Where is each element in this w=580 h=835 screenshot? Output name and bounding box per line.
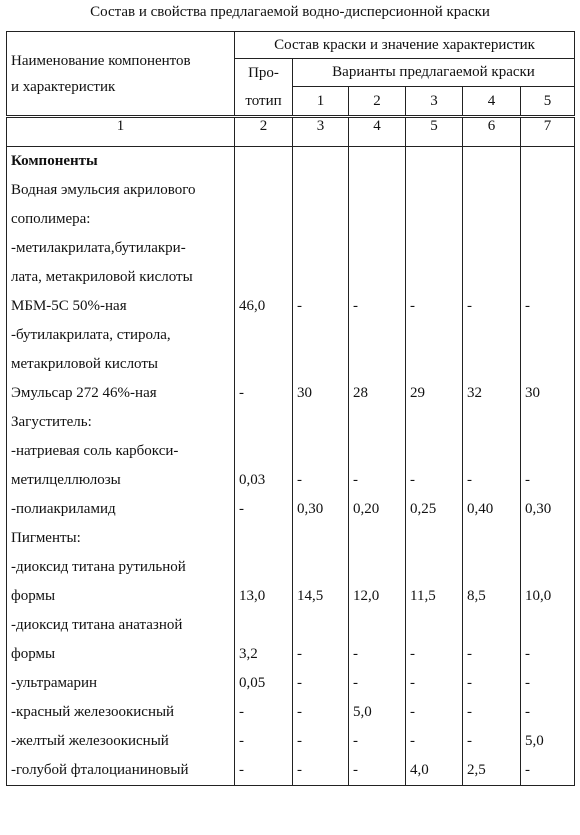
value-cell (463, 147, 521, 177)
value-cell: - (293, 669, 349, 698)
component-name: -красный железоокисный (7, 698, 235, 727)
value-cell (463, 553, 521, 582)
value-cell: 4,0 (406, 756, 463, 786)
value-cell: - (521, 698, 575, 727)
value-cell (463, 321, 521, 350)
value-cell: 0,20 (349, 495, 406, 524)
value-cell (521, 437, 575, 466)
value-cell (349, 176, 406, 205)
value-cell (463, 350, 521, 379)
value-cell: - (521, 669, 575, 698)
value-cell: - (293, 698, 349, 727)
value-cell: - (349, 727, 406, 756)
column-number: 1 (7, 117, 235, 147)
value-cell: - (463, 727, 521, 756)
value-cell (406, 147, 463, 177)
value-cell (349, 408, 406, 437)
component-name: формы (7, 582, 235, 611)
table-row (7, 176, 575, 205)
table-body (7, 147, 575, 786)
value-cell: - (406, 292, 463, 321)
value-cell: 3,2 (235, 640, 293, 669)
value-cell (235, 553, 293, 582)
value-cell (521, 321, 575, 350)
value-cell: 11,5 (406, 582, 463, 611)
column-number: 5 (406, 117, 463, 147)
value-cell (463, 611, 521, 640)
value-cell: - (293, 756, 349, 786)
component-name: метакриловой кислоты (7, 350, 235, 379)
header-variant-number: 1 (293, 87, 349, 117)
table-row (7, 698, 575, 727)
value-cell: - (235, 727, 293, 756)
value-cell (521, 524, 575, 553)
header-name-line1: Наименование компонентов (11, 53, 191, 69)
value-cell: 12,0 (349, 582, 406, 611)
value-cell (406, 205, 463, 234)
value-cell (463, 524, 521, 553)
value-cell (406, 553, 463, 582)
value-cell (521, 553, 575, 582)
value-cell (235, 205, 293, 234)
value-cell: 29 (406, 379, 463, 408)
value-cell (463, 205, 521, 234)
component-name: метилцеллюлозы (7, 466, 235, 495)
table-row (7, 234, 575, 263)
value-cell: - (349, 292, 406, 321)
value-cell (521, 205, 575, 234)
value-cell (349, 234, 406, 263)
value-cell: - (463, 466, 521, 495)
component-name: -голубой фталоцианиновый (7, 756, 235, 786)
value-cell: - (406, 669, 463, 698)
value-cell (235, 437, 293, 466)
value-cell: - (463, 292, 521, 321)
value-cell: 14,5 (293, 582, 349, 611)
value-cell (349, 437, 406, 466)
value-cell: 46,0 (235, 292, 293, 321)
component-name: Эмульсар 272 46%-ная (7, 379, 235, 408)
value-cell: 30 (521, 379, 575, 408)
value-cell (406, 321, 463, 350)
table-row (7, 611, 575, 640)
value-cell: - (349, 466, 406, 495)
table-row (7, 350, 575, 379)
value-cell: 0,40 (463, 495, 521, 524)
value-cell (235, 321, 293, 350)
value-cell (406, 234, 463, 263)
value-cell (349, 350, 406, 379)
value-cell (235, 234, 293, 263)
value-cell: 5,0 (349, 698, 406, 727)
value-cell: 8,5 (463, 582, 521, 611)
value-cell: 0,30 (293, 495, 349, 524)
value-cell (521, 147, 575, 177)
value-cell (349, 553, 406, 582)
value-cell (293, 524, 349, 553)
component-name: -бутилакрилата, стирола, (7, 321, 235, 350)
value-cell (406, 611, 463, 640)
value-cell: - (349, 640, 406, 669)
value-cell (349, 611, 406, 640)
header-variant-number: 3 (406, 87, 463, 117)
header-variant-number: 4 (463, 87, 521, 117)
value-cell: - (521, 466, 575, 495)
table-row (7, 292, 575, 321)
value-cell (235, 408, 293, 437)
table-row (7, 263, 575, 292)
value-cell: - (521, 292, 575, 321)
value-cell (406, 176, 463, 205)
component-name: Водная эмульсия акрилового (7, 176, 235, 205)
table-row (7, 553, 575, 582)
column-number: 4 (349, 117, 406, 147)
value-cell: - (406, 466, 463, 495)
component-name: сополимера: (7, 205, 235, 234)
value-cell (349, 321, 406, 350)
column-number: 3 (293, 117, 349, 147)
value-cell: - (463, 640, 521, 669)
value-cell (521, 234, 575, 263)
table-row (7, 640, 575, 669)
value-cell (235, 176, 293, 205)
value-cell (293, 408, 349, 437)
component-name: Компоненты (7, 147, 235, 177)
component-name: -метилакрилата,бутилакри- (7, 234, 235, 263)
table-row (7, 727, 575, 756)
value-cell (293, 263, 349, 292)
value-cell (463, 176, 521, 205)
value-cell: 30 (293, 379, 349, 408)
table-row (7, 408, 575, 437)
table-row (7, 495, 575, 524)
value-cell (521, 350, 575, 379)
value-cell (521, 263, 575, 292)
table-row (7, 379, 575, 408)
value-cell: 13,0 (235, 582, 293, 611)
component-name: -ультрамарин (7, 669, 235, 698)
value-cell: - (349, 756, 406, 786)
value-cell (463, 437, 521, 466)
table-row (7, 669, 575, 698)
header-variant-number: 5 (521, 87, 575, 117)
value-cell (349, 205, 406, 234)
header-name-line2: и характеристик (11, 79, 116, 95)
value-cell: - (293, 292, 349, 321)
value-cell: - (463, 669, 521, 698)
value-cell (463, 263, 521, 292)
value-cell: - (293, 640, 349, 669)
value-cell (521, 408, 575, 437)
composition-table (6, 31, 575, 786)
table-row (7, 756, 575, 786)
value-cell (293, 234, 349, 263)
value-cell (349, 263, 406, 292)
value-cell: - (406, 698, 463, 727)
table-row (7, 466, 575, 495)
value-cell (406, 263, 463, 292)
value-cell (293, 147, 349, 177)
value-cell (293, 176, 349, 205)
header-prototype-line2: тотип (245, 92, 282, 109)
table-row (7, 147, 575, 177)
header-prototype-line1: Про- (248, 64, 279, 81)
column-number: 7 (521, 117, 575, 147)
value-cell (349, 147, 406, 177)
component-name: МБМ-5С 50%-ная (7, 292, 235, 321)
table-row (7, 437, 575, 466)
component-name: Загуститель: (7, 408, 235, 437)
value-cell: - (463, 698, 521, 727)
component-name: -желтый железоокисный (7, 727, 235, 756)
table-caption: Состав и свойства предлагаемой водно-дисперсионной краски (90, 4, 490, 20)
value-cell (521, 611, 575, 640)
header-prototype (235, 59, 293, 117)
value-cell (463, 234, 521, 263)
value-cell (235, 263, 293, 292)
value-cell (406, 437, 463, 466)
header-composition: Состав краски и значение характеристик (235, 32, 575, 59)
value-cell (406, 524, 463, 553)
value-cell: 32 (463, 379, 521, 408)
value-cell: - (521, 640, 575, 669)
component-name: Пигменты: (7, 524, 235, 553)
component-name: -диоксид титана рутильной (7, 553, 235, 582)
value-cell (406, 408, 463, 437)
component-name: лата, метакриловой кислоты (7, 263, 235, 292)
value-cell: - (235, 379, 293, 408)
value-cell (293, 611, 349, 640)
value-cell: 2,5 (463, 756, 521, 786)
value-cell (235, 350, 293, 379)
value-cell: 0,03 (235, 466, 293, 495)
value-cell: - (235, 495, 293, 524)
value-cell: - (293, 727, 349, 756)
value-cell (293, 205, 349, 234)
component-name: -диоксид титана анатазной (7, 611, 235, 640)
value-cell (349, 524, 406, 553)
value-cell (406, 350, 463, 379)
value-cell: - (235, 698, 293, 727)
value-cell (521, 176, 575, 205)
header-variants: Варианты предлагаемой краски (293, 59, 575, 87)
table-row (7, 524, 575, 553)
table-row (7, 205, 575, 234)
value-cell: - (521, 756, 575, 786)
value-cell (293, 437, 349, 466)
value-cell (293, 553, 349, 582)
value-cell: - (235, 756, 293, 786)
value-cell: 0,05 (235, 669, 293, 698)
component-name: -полиакриламид (7, 495, 235, 524)
value-cell: 10,0 (521, 582, 575, 611)
component-name: формы (7, 640, 235, 669)
column-number: 2 (235, 117, 293, 147)
value-cell: - (406, 727, 463, 756)
value-cell: - (293, 466, 349, 495)
value-cell: 0,30 (521, 495, 575, 524)
column-number: 6 (463, 117, 521, 147)
value-cell (293, 350, 349, 379)
value-cell: 28 (349, 379, 406, 408)
value-cell (463, 408, 521, 437)
value-cell: - (406, 640, 463, 669)
header-name-column (7, 32, 235, 117)
value-cell (235, 611, 293, 640)
value-cell (235, 524, 293, 553)
header-variant-number: 2 (349, 87, 406, 117)
value-cell (293, 321, 349, 350)
value-cell (235, 147, 293, 177)
value-cell: 5,0 (521, 727, 575, 756)
table-row (7, 582, 575, 611)
component-name: -натриевая соль карбокси- (7, 437, 235, 466)
value-cell: - (349, 669, 406, 698)
value-cell: 0,25 (406, 495, 463, 524)
table-row (7, 321, 575, 350)
